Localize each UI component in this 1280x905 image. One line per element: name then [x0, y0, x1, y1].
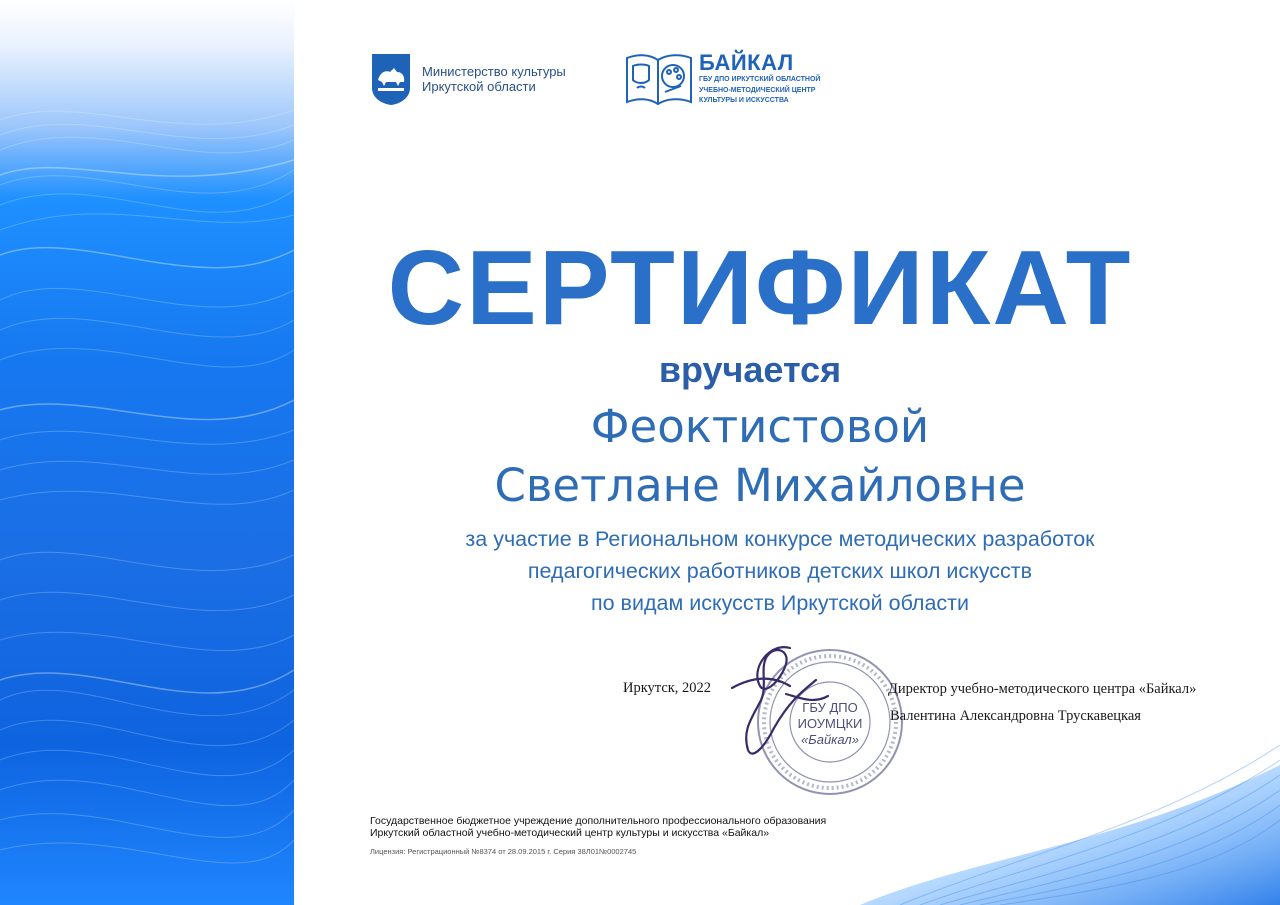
reason-line-2: педагогических работников детских школ искусств: [527, 559, 1033, 583]
recipient-surname: Феоктистовой: [590, 400, 930, 453]
director-name: Валентина Александровна Трускавецкая: [890, 708, 1141, 724]
irkutsk-crest-icon: [370, 52, 412, 106]
seal-text-line3: «Байкал»: [801, 732, 859, 747]
theatre-palette-emblem-icon: [625, 52, 693, 106]
decorative-corner-waves: [860, 705, 1280, 905]
seal-text-line2: ИОУМЦКИ: [797, 716, 863, 731]
reason-line-3: по видам искусств Иркутской области: [590, 591, 970, 615]
decorative-wave-panel: [0, 0, 294, 905]
ministry-name-line2: Иркутской области: [422, 79, 536, 94]
recipient-given-names: Светлане Михайловне: [494, 459, 1026, 512]
official-seal-with-signature: [730, 638, 910, 798]
ministry-logo: [370, 52, 566, 106]
footer-org-line1: Государственное бюджетное учреждение дополнительного профессионального образования: [370, 815, 827, 827]
awarded-text: вручается: [658, 349, 842, 390]
footer-org-line2: Иркутский областной учебно-методический центр культуры и искусства «Байкал»: [370, 827, 770, 839]
reason-line-1: за участие в Региональном конкурсе методических разработок: [465, 527, 1095, 551]
director-title: Директор учебно-методического центра «Байкал»: [888, 681, 1197, 697]
baikal-subtitle-line2: УЧЕБНО-МЕТОДИЧЕСКИЙ ЦЕНТР: [699, 86, 816, 94]
footer-organization: [370, 815, 826, 839]
city-and-year: Иркутск, 2022: [623, 680, 712, 696]
baikal-name: БАЙКАЛ: [699, 50, 794, 75]
baikal-subtitle-line3: КУЛЬТУРЫ И ИСКУССТВА: [699, 97, 789, 104]
baikal-logo: [625, 52, 820, 106]
baikal-subtitle-line1: ГБУ ДПО ИРКУТСКИЙ ОБЛАСТНОЙ: [699, 76, 821, 83]
certificate-title: СЕРТИФИКАТ: [387, 229, 1133, 347]
footer-license: Лицензия: Регистрационный №8374 от 28.09.2015 г. Серия 38Л01№0002745: [370, 847, 637, 856]
ministry-name-line1: Министерство культуры: [422, 64, 566, 79]
seal-text-line1: ГБУ ДПО: [802, 700, 858, 715]
